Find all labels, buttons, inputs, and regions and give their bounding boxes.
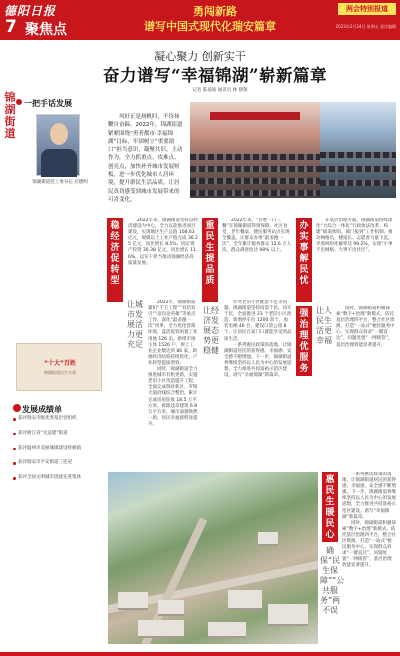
issue-date: 2023年2月24日 星期五 责任编辑	[335, 24, 396, 29]
community-photo	[320, 102, 396, 198]
profile-label: 一把手话发展	[24, 99, 72, 108]
body-paragraph: 同时，锦湖街道全力推进城市有机更新，实施老旧小区改造提升工程，全面完成瑞祥新区、罗阳大道沿线综合整治，累计完成房屋征收 18.5 万平方米，拆除违章建筑 6.8 万平方米，城市面貌焕然一新，居民幸福感明显提升。	[148, 367, 198, 427]
building	[268, 604, 308, 626]
overline-title: 凝心聚力 创新实干	[154, 50, 246, 63]
byline: 记者 陈迪迪 通讯员 林 晓敬	[192, 88, 248, 93]
audience-row	[190, 190, 320, 196]
article-body-block	[336, 306, 396, 466]
aerial-city-photo	[108, 472, 318, 644]
building	[158, 600, 184, 616]
body-paragraph: 同时，锦湖街道积极探索“数字+治理”新模式，依托基层治理四平台，整合社区资源，打造“一站式”便民服务中心，实现群众诉求“一键直达”、问题处置“一网统管”，基层治理效能显著提升。	[336, 306, 395, 348]
body-paragraph: 2022年，锦湖街道紧扣“千万工程”“双招双引”“亩均论英雄”等重点工作，深化“最多跑一次”改革，全力优化营商环境，盘活低效闲置工业用地 126 亩，新增市场主体 1526 户，规上工业企业数达到 86 家，助推经济结构持续优化，产业转型提质增效。	[148, 300, 198, 366]
portrait-body	[41, 149, 77, 177]
promo-poster	[16, 343, 102, 391]
leader-portrait	[36, 114, 80, 176]
article-body-block	[224, 300, 292, 465]
body-paragraph: 针对老旧小区配套不足等问题，锦湖街道坚持问需于民、问计于民，全面推进 23 个老旧小区改造，新增停车位 1200 余个，加装电梯 46 台，建设口袋公园 8 个，让居民在家门口就能享受到品质生活。	[224, 300, 292, 342]
page-number: 7	[5, 17, 17, 37]
portrait-caption: 锦湖街道党工委书记 应德明	[32, 180, 88, 185]
masthead-kicker: 勇闯新路	[193, 5, 237, 18]
leader-profile-card	[20, 96, 100, 196]
building	[138, 620, 184, 638]
article-body-block	[342, 472, 396, 646]
building	[208, 622, 246, 638]
body-paragraph: 一系列惠民政策的落地，让锦湖街道居民的获得感、幸福感、安全感不断增强。下一步，锦湖街道将继续坚持以人民为中心的发展思想，全力推进共同富裕示范区建设，谱写“幸福锦湖”新篇章。	[224, 342, 292, 379]
newspaper-logo: 德阳日报	[4, 4, 57, 18]
article-body-block	[316, 218, 396, 302]
column-deck: 让城市发展活力更充足	[127, 300, 143, 349]
masthead	[0, 0, 400, 40]
people-row	[320, 152, 396, 158]
column-head: 重民生提品质	[205, 221, 215, 286]
section-dot-icon	[13, 404, 21, 412]
column-deck: 让经济发展态势更稳健	[203, 306, 219, 355]
special-report-badge: 两会特别报道	[338, 3, 396, 15]
audience-row	[190, 154, 320, 160]
section-dot-icon	[16, 99, 22, 105]
portrait-face	[50, 123, 68, 145]
intro-paragraph: 风好正是扬帆时，不待扬鞭自奋蹄。2022年，锦湖街道紧紧围绕“勇者都市·幸福锦湖”目标，牢固树立“重要窗口”担当意识，凝聚共识、主动作为，全力抓重点、攻难点、创亮点，加快补齐城市发展短板，进一步优化城市人居环境，提升群民生活品质，让居民真切感受到城市发展带来的可喜变化。	[108, 114, 183, 203]
people-row	[320, 166, 396, 172]
page-bottom-rule	[0, 652, 400, 656]
article-body-block	[148, 300, 198, 465]
column-head: 办实事解民忧	[299, 221, 309, 286]
body-paragraph: 一系列惠民政策的落地，让锦湖街道居民的获得感、幸福感、安全感不断增强。下一步，锦湖街道将继续坚持以人民为中心的发展思想，全力推进共同富裕示范区建设，谱写“幸福锦湖”新篇章。	[342, 472, 396, 520]
achievement-item: 获评瑞安市平安街道三连冠	[13, 460, 103, 467]
poster-subtitle: 锦湖街道民生实事	[44, 370, 76, 375]
column-head: 强治理优服务	[299, 309, 309, 374]
achievement-item: 获评全国文明城市创建先进集体	[13, 475, 103, 482]
district-vertical-title: 锦湖街道	[4, 91, 16, 140]
body-paragraph: 2022年来，“百姓一日三餐”在锦湖街道得到保障。社区食堂、老年餐桌、便民服务站点实现全覆盖，让群众办事“最多跑一次”，全年累计服务群众 12.6 万人次，群众满意度达 98% 以上。	[222, 218, 292, 254]
article-body-block	[222, 218, 292, 294]
meeting-photo	[190, 102, 320, 198]
article-body-block	[128, 218, 198, 296]
column-deck: 让人民生活更幸福	[316, 306, 332, 345]
poster-title: “十大”百姓	[44, 360, 76, 367]
building	[258, 532, 278, 546]
column-head: 稳经济促转型	[110, 221, 120, 286]
column-deck: 确保“民生保障”“公共服务”两不误	[320, 546, 345, 615]
achievements-list	[13, 416, 103, 490]
achievements-label: 发展成绩单	[22, 405, 62, 414]
people-row	[320, 180, 396, 186]
column-head: 惠民生暖民心	[325, 475, 335, 540]
body-paragraph: 同时，锦湖街道积极探索“数字+治理”新模式，依托基层治理四平台，整合社区资源，打造“一站式”便民服务中心，实现群众诉求“一键直达”、问题处置“一网统管”，基层治理效能显著提升。	[342, 520, 396, 569]
audience-row	[190, 166, 320, 172]
main-headline: 奋力谱写“幸福锦湖”崭新篇章	[103, 66, 327, 85]
achievement-item: 获评瑞安市级优秀基层党组织	[13, 416, 103, 423]
body-paragraph: 在基层治理方面，锦湖街道持续深化“大综合一体化”行政执法改革，构建“街道吹哨、部门报到”工作机制，推动网格员、楼道长、志愿者力量下沉，矛盾纠纷化解率达 99.2%，实现“小事不出网格、大事不出社区”。	[316, 218, 393, 254]
body-paragraph: 2022年来，锦湖街道坚持以经济建设为中心，全力以赴推进项目建设，实现地区生产总值 108.63 亿元，规模以上工业产值完成 36.25 亿元，同比增长 8.5%，固定资产投资 30.38 亿元，同比增长 11.6%，以实干担当推动锦湖经济高质量发展。	[128, 218, 198, 266]
section-title: 聚焦点	[25, 22, 67, 38]
achievement-item: 获评温州市美丽城镇建设样板镇	[13, 446, 103, 453]
masthead-headline: 谱写中国式现代化瑞安篇章	[144, 20, 276, 33]
building	[118, 592, 148, 610]
achievement-item: 获评浙江省“无违建”街道	[13, 431, 103, 438]
building	[228, 590, 262, 610]
audience-row	[190, 178, 320, 184]
meeting-banner	[210, 112, 300, 120]
